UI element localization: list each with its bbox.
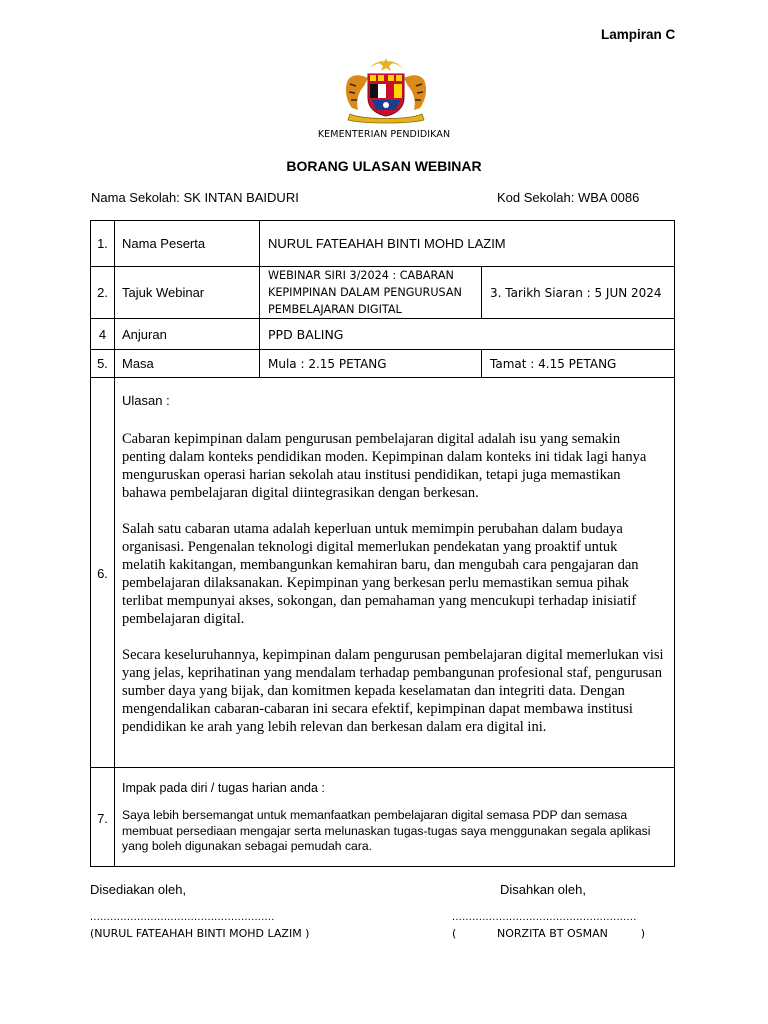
ministry-name: KEMENTERIAN PENDIDIKAN — [317, 129, 451, 140]
row-number: 4 — [91, 319, 115, 350]
impact-text: Saya lebih bersemangat untuk memanfaatkan pembelajaran digital semasa PDP dan semasa membuat persediaan mengajar serta melunaskan tugas-tugas saya menggunakan segala aplikasi yang boleh digunakan sebagai pemudah cara. — [122, 808, 651, 854]
impact-cell — [115, 768, 675, 867]
review-paragraph: Cabaran kepimpinan dalam pengurusan pembelajaran digital adalah isu yang semakin penting dalam konteks pendidikan moden. Kepimpinan dalam konteks ini tidak lagi hanya menguruskan operasi harian sekolah atau institusi pendidikan, tetapi juga memastikan bahawa pembelajaran digital diintegrasikan dengan berkesan. — [122, 430, 647, 501]
row-number: 2. — [91, 267, 115, 319]
open-paren: ( — [452, 927, 457, 940]
webinar-title-field: WEBINAR SIRI 3/2024 : CABARAN KEPIMPINAN DALAM PENGURUSAN PEMBELAJARAN DIGITAL — [260, 267, 482, 319]
prepared-by-label: Disediakan oleh, — [90, 882, 187, 897]
close-paren: ) — [640, 927, 645, 940]
approved-by-name: NORZITA BT OSMAN — [497, 927, 608, 940]
organizer-field: PPD BALING — [260, 319, 675, 350]
row-masa — [91, 350, 675, 378]
row-number: 7. — [91, 768, 115, 867]
row-number: 5. — [91, 350, 115, 378]
school-code: Kod Sekolah: WBA 0086 — [497, 190, 640, 205]
row-label: Anjuran — [115, 319, 260, 350]
prepared-signature-line: ....................................................... — [90, 911, 275, 923]
row-label: Nama Peserta — [115, 221, 260, 267]
row-tajuk — [91, 267, 675, 319]
review-paragraph: Salah satu cabaran utama adalah keperluan untuk memimpin perubahan dalam budaya organisasi. Pengenalan teknologi digital memerlukan pendekatan yang proaktif untuk melatih kakitangan, membangunkan kemahiran baru, dan mengubah cara pengajaran dan pembelajaran dilaksanakan. Kepimpinan yang berkesan perlu memastikan semua pihak terlibat mempunyai akses, sokongan, dan pemahaman yang mencukupi terhadap inisiatif pembelajaran digital. — [122, 520, 639, 627]
review-cell — [115, 378, 675, 768]
approved-by-label: Disahkan oleh, — [500, 882, 586, 897]
row-label: Ulasan : — [122, 392, 170, 408]
row-number: 1. — [91, 221, 115, 267]
row-number: 6. — [91, 378, 115, 768]
row-peserta — [91, 221, 675, 267]
row-label: Impak pada diri / tugas harian anda : — [122, 781, 325, 796]
review-paragraph: Secara keseluruhannya, kepimpinan dalam pengurusan pembelajaran digital memerlukan visi yang jelas, keprihatinan yang mendalam terhadap pembangunan profesional staf, pengurusan sumber daya yang bijak, dan komitmen kepada keselamatan dan integriti data. Dengan mengendalikan cabaran-cabaran ini secara efektif, kepimpinan dapat membawa institusi pendidikan ke arah yang lebih relevan dan berkesan dalam era digital ini. — [122, 646, 664, 735]
broadcast-date-field: 3. Tarikh Siaran : 5 JUN 2024 — [482, 267, 675, 319]
approved-signature-line: ....................................................... — [452, 911, 637, 923]
prepared-by-name: (NURUL FATEAHAH BINTI MOHD LAZIM ) — [90, 927, 310, 940]
review-text — [115, 408, 674, 736]
row-label: Tajuk Webinar — [115, 267, 260, 319]
form-title: BORANG ULASAN WEBINAR — [286, 158, 482, 174]
row-anjuran — [91, 319, 675, 350]
review-form-table — [90, 220, 675, 867]
participant-name-field: NURUL FATEAHAH BINTI MOHD LAZIM — [260, 221, 675, 267]
lampiran-label: Lampiran C — [601, 27, 676, 42]
coat-of-arms-logo — [340, 58, 432, 124]
end-time-field: Tamat : 4.15 PETANG — [482, 350, 675, 378]
row-impak — [91, 768, 675, 867]
row-ulasan — [91, 378, 675, 768]
start-time-field: Mula : 2.15 PETANG — [260, 350, 482, 378]
row-label: Masa — [115, 350, 260, 378]
school-name: Nama Sekolah: SK INTAN BAIDURI — [91, 190, 299, 205]
